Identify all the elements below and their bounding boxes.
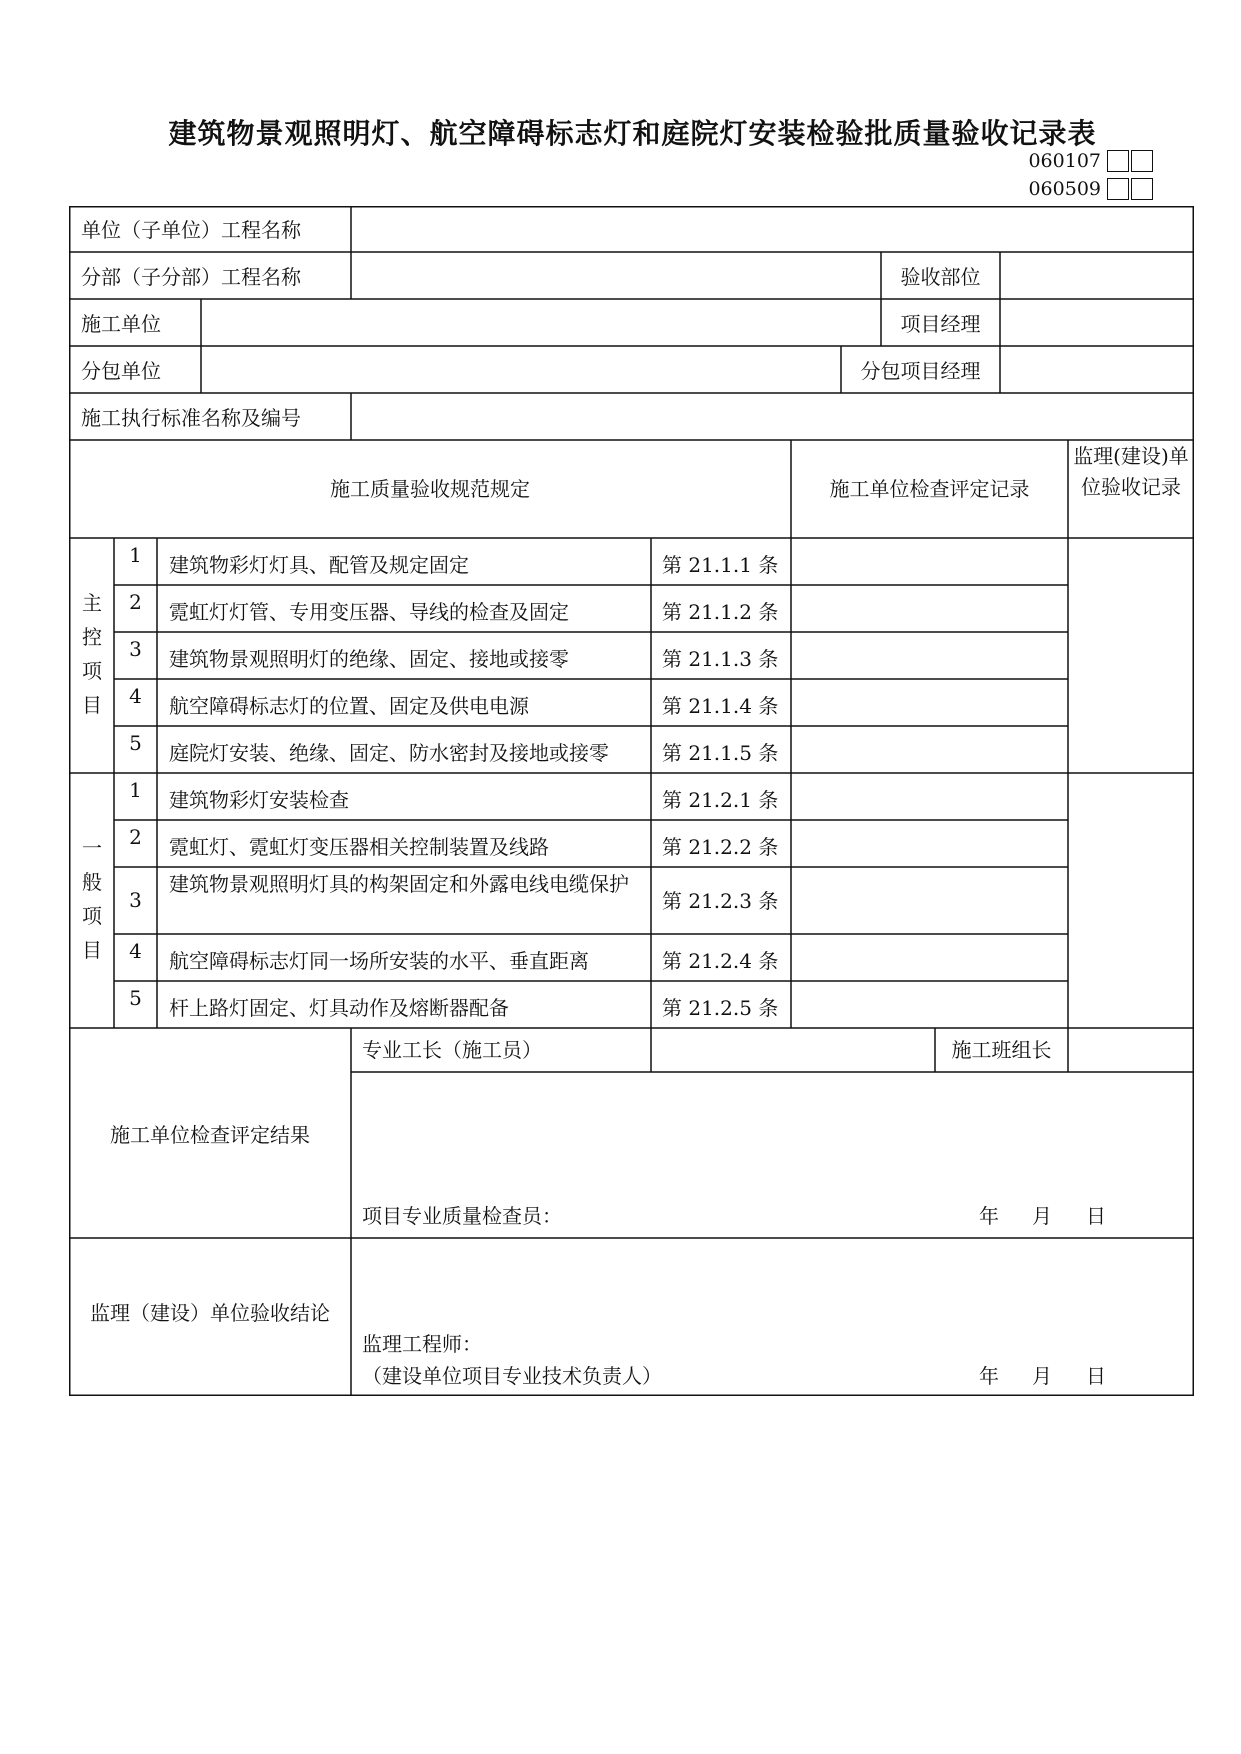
- standard-name-label: 施工执行标准名称及编号: [81, 406, 301, 430]
- subcontract-unit-field[interactable]: [203, 348, 840, 392]
- general-items-label: 一般项目: [82, 836, 102, 962]
- supervisor-engineer-label: 监理工程师：: [362, 1332, 482, 1356]
- project-manager-field[interactable]: [1002, 301, 1192, 345]
- item-clause: 第 21.1.3 条: [662, 647, 779, 671]
- item-number: 2: [129, 825, 142, 849]
- contractor-record-cells[interactable]: [793, 540, 1067, 1026]
- form-code-1: 060107: [1028, 150, 1101, 172]
- contractor-record-column-header: 施工单位检查评定记录: [829, 477, 1030, 501]
- item-number: 1: [129, 778, 142, 802]
- code-box[interactable]: [1131, 150, 1153, 172]
- item-clause: 第 21.2.2 条: [662, 835, 779, 859]
- date-month: 月: [1032, 1204, 1052, 1228]
- item-clause: 第 21.1.4 条: [662, 694, 779, 718]
- spec-column-header: 施工质量验收规范规定: [330, 477, 530, 501]
- item-number: 2: [129, 590, 142, 614]
- division-project-name-field[interactable]: [353, 254, 880, 298]
- main-items-label: 主控项目: [82, 591, 102, 717]
- item-text: 庭院灯安装、绝缘、固定、防水密封及接地或接零: [169, 741, 609, 765]
- form-code-row-1: [1028, 150, 1153, 172]
- owner-tech-lead-label: （建设单位项目专业技术负责人）: [362, 1364, 662, 1388]
- quality-inspector-label: 项目专业质量检查员：: [362, 1204, 562, 1228]
- date-year: 年: [979, 1204, 999, 1228]
- item-text: 杆上路灯固定、灯具动作及熔断器配备: [169, 996, 509, 1020]
- team-leader-field[interactable]: [1070, 1030, 1192, 1071]
- item-text: 霓虹灯、霓虹灯变压器相关控制装置及线路: [169, 835, 549, 859]
- date-day: 日: [1086, 1364, 1106, 1388]
- code-box[interactable]: [1131, 178, 1153, 200]
- contractor-result-label: 施工单位检查评定结果: [110, 1123, 310, 1147]
- construction-unit-label: 施工单位: [81, 312, 161, 336]
- item-number: 3: [129, 888, 142, 912]
- item-text: 建筑物彩灯灯具、配管及规定固定: [169, 553, 469, 577]
- item-number: 4: [129, 684, 142, 708]
- inspection-part-field[interactable]: [1002, 254, 1192, 298]
- item-text: 航空障碍标志灯的位置、固定及供电电源: [169, 694, 529, 718]
- date-day: 日: [1086, 1204, 1106, 1228]
- supervisor-conclusion-label: 监理（建设）单位验收结论: [90, 1301, 330, 1325]
- unit-project-name-label: 单位（子单位）工程名称: [81, 218, 301, 242]
- project-manager-label: 项目经理: [900, 312, 981, 336]
- construction-unit-field[interactable]: [203, 301, 880, 345]
- supervisor-record-column-header: 监理(建设)单位验收记录: [1073, 444, 1189, 499]
- subcontract-manager-field[interactable]: [1002, 348, 1192, 392]
- inspection-form-table: [69, 206, 1194, 1396]
- item-clause: 第 21.1.5 条: [662, 741, 779, 765]
- item-number: 3: [129, 637, 142, 661]
- item-clause: 第 21.2.3 条: [662, 889, 779, 913]
- item-text: 霓虹灯灯管、专用变压器、导线的检查及固定: [169, 600, 569, 624]
- standard-name-field[interactable]: [353, 395, 1192, 439]
- item-text: 建筑物彩灯安装检查: [169, 788, 349, 812]
- item-text: 航空障碍标志灯同一场所安装的水平、垂直距离: [169, 949, 589, 973]
- code-box[interactable]: [1107, 150, 1129, 172]
- date-month: 月: [1032, 1364, 1052, 1388]
- form-title: 建筑物景观照明灯、航空障碍标志灯和庭院灯安装检验批质量验收记录表: [168, 117, 1097, 150]
- item-number: 5: [129, 986, 142, 1010]
- item-clause: 第 21.2.1 条: [662, 788, 779, 812]
- inspection-part-label: 验收部位: [900, 265, 981, 289]
- unit-project-name-field[interactable]: [353, 208, 1192, 251]
- item-clause: 第 21.2.5 条: [662, 996, 779, 1020]
- item-clause: 第 21.1.2 条: [662, 600, 779, 624]
- item-clause: 第 21.2.4 条: [662, 949, 779, 973]
- item-text: 建筑物景观照明灯的绝缘、固定、接地或接零: [169, 647, 569, 671]
- item-number: 1: [129, 543, 142, 567]
- form-code-row-2: [1028, 178, 1153, 200]
- subcontract-unit-label: 分包单位: [81, 359, 161, 383]
- foreman-label: 专业工长（施工员）: [362, 1038, 542, 1062]
- date-year: 年: [979, 1364, 999, 1388]
- form-code-2: 060509: [1028, 178, 1101, 200]
- subcontract-manager-label: 分包项目经理: [860, 359, 981, 383]
- foreman-field[interactable]: [653, 1030, 934, 1071]
- item-clause: 第 21.1.1 条: [662, 553, 779, 577]
- supervisor-record-cells[interactable]: [1070, 540, 1192, 1026]
- item-text: 建筑物景观照明灯具的构架固定和外露电线电缆保护: [169, 872, 629, 896]
- item-number: 4: [129, 939, 142, 963]
- team-leader-label: 施工班组长: [951, 1038, 1052, 1062]
- code-box[interactable]: [1107, 178, 1129, 200]
- item-number: 5: [129, 731, 142, 755]
- division-project-name-label: 分部（子分部）工程名称: [81, 265, 301, 289]
